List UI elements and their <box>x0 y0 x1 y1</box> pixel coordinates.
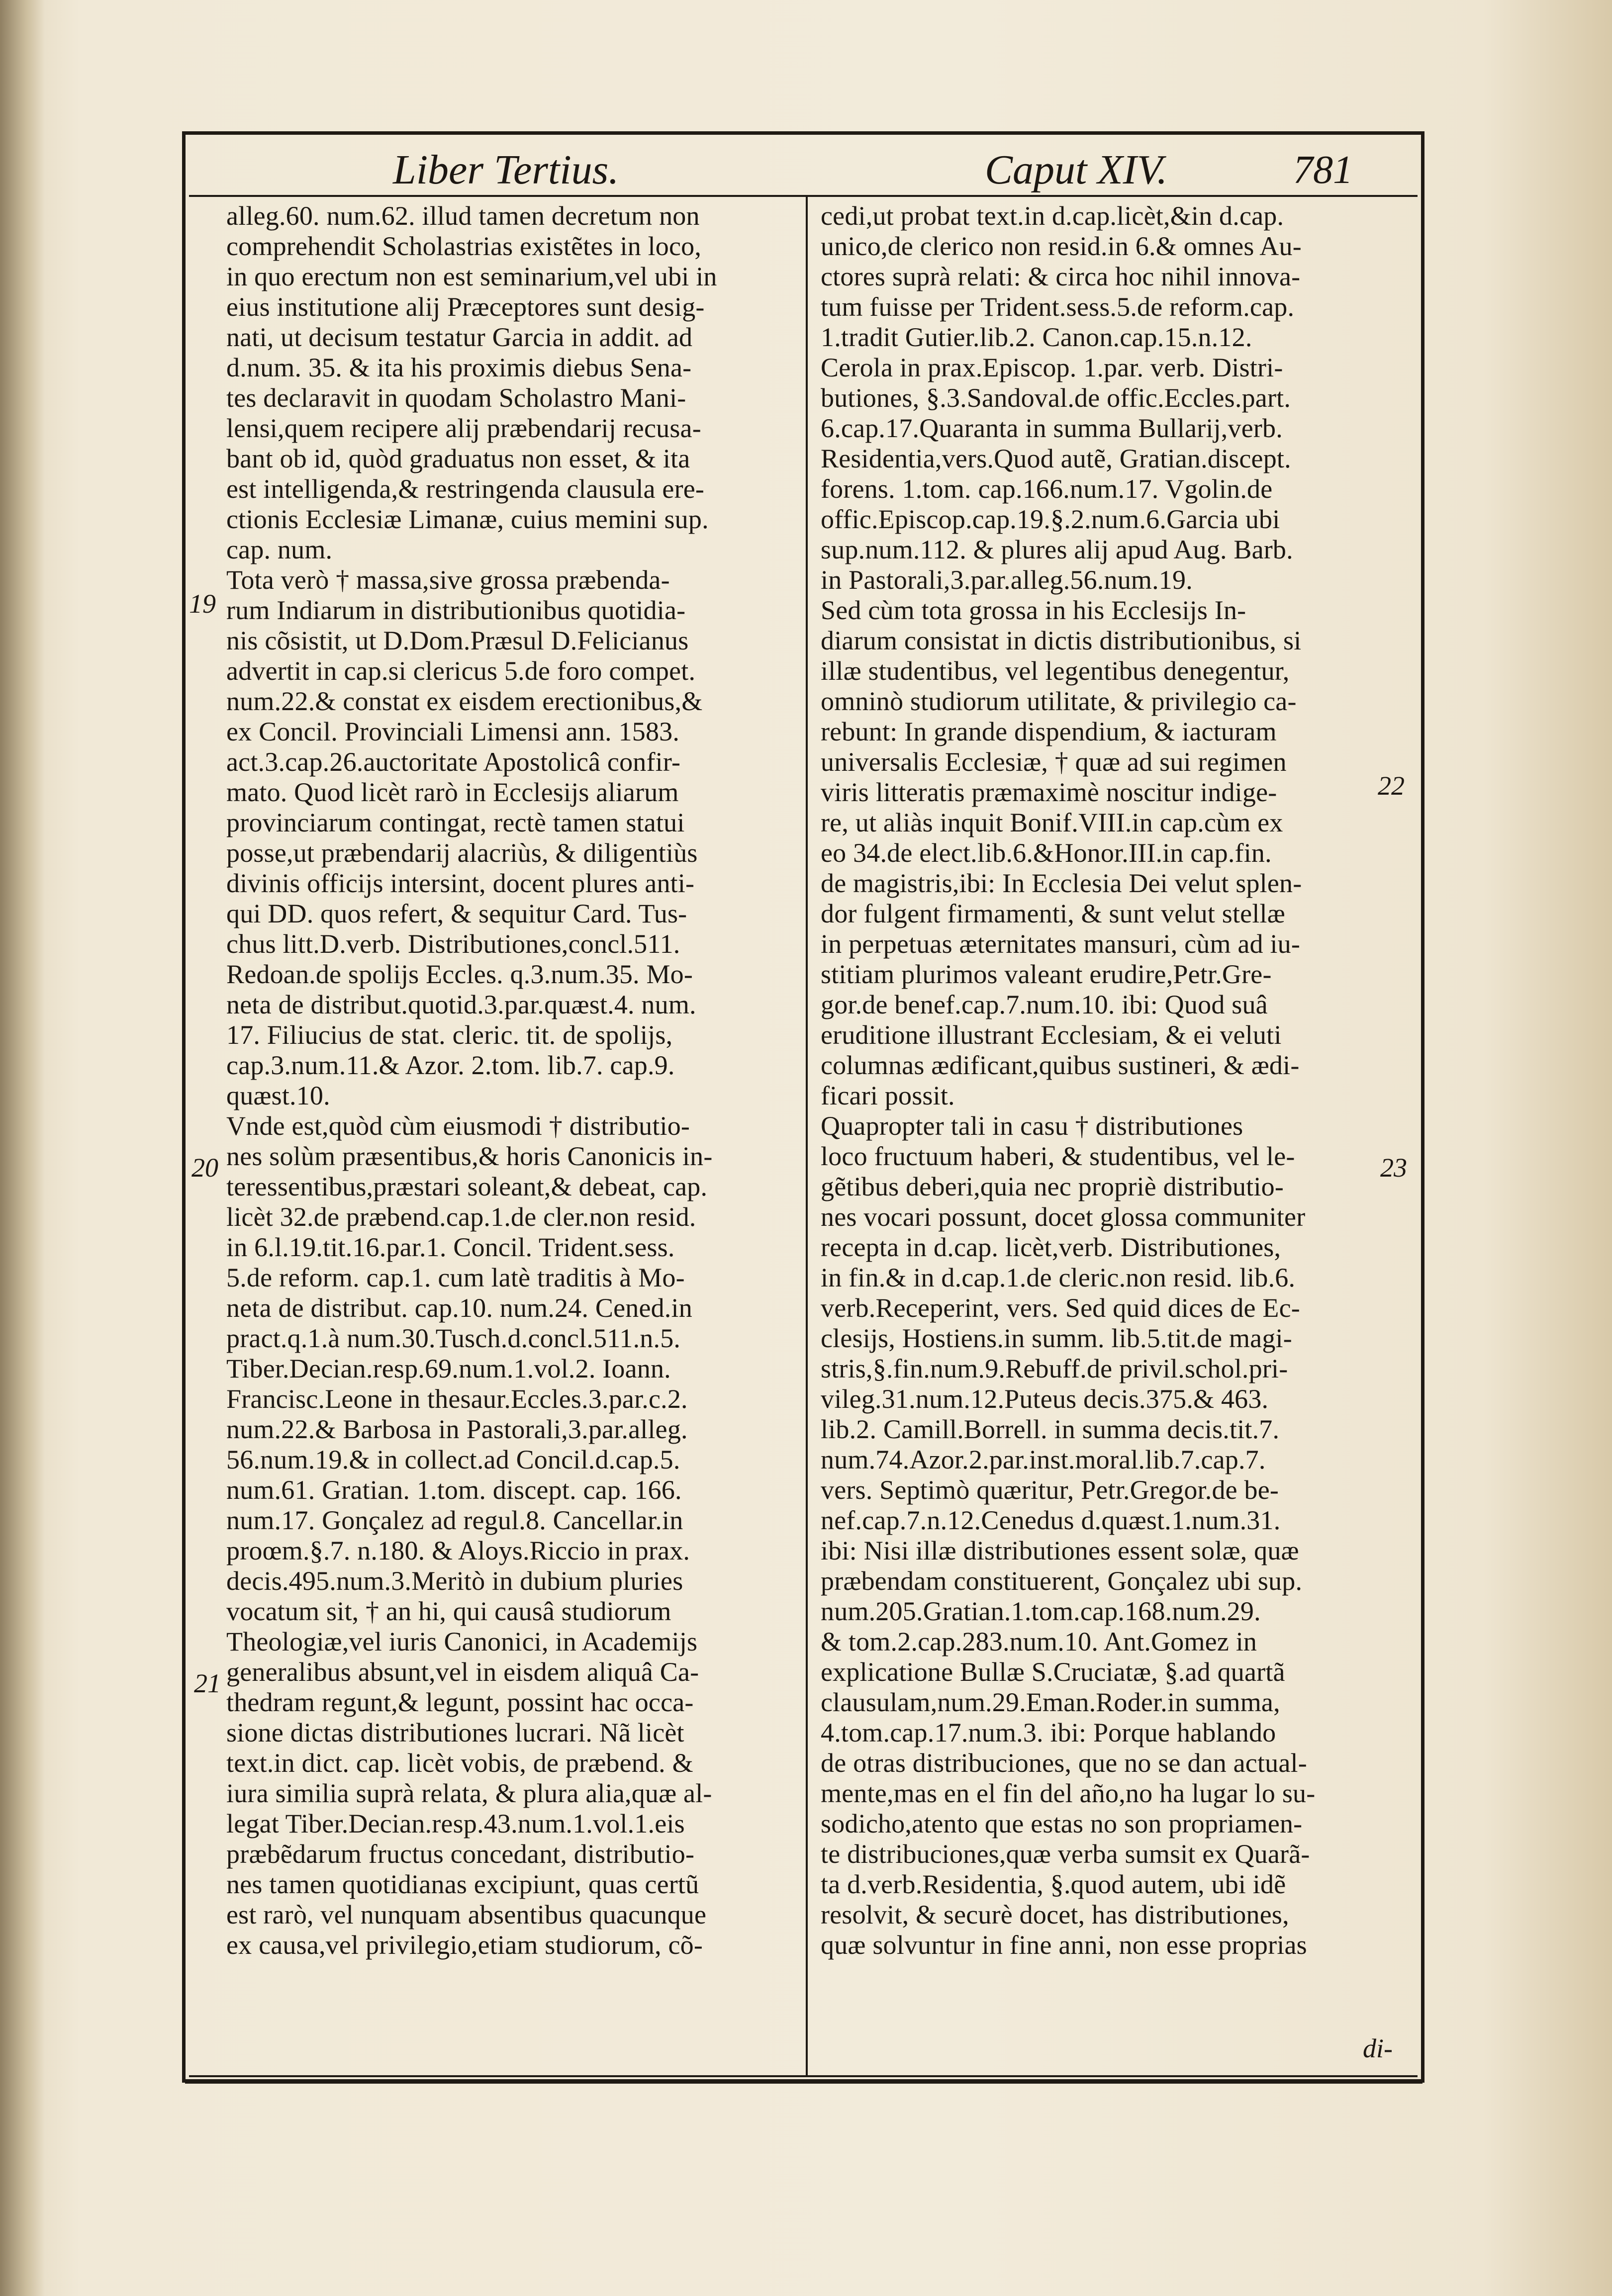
text-line: offic.Episcop.cap.19.§.2.num.6.Garcia ubi <box>821 504 1280 534</box>
text-line: cap.3.num.11.& Azor. 2.tom. lib.7. cap.9. <box>226 1050 675 1080</box>
text-line: vers. Septimò quæritur, Petr.Gregor.de be- <box>821 1475 1279 1505</box>
text-line: explicatione Bullæ S.Cruciatæ, §.ad quartã <box>821 1657 1285 1687</box>
text-line: quæst.10. <box>226 1081 330 1110</box>
text-line: licèt 32.de præbend.cap.1.de cler.non resid. <box>226 1202 696 1232</box>
text-line: clausulam,num.29.Eman.Roder.in summa, <box>821 1687 1280 1717</box>
text-line: mato. Quod licèt rarò in Ecclesijs aliarum <box>226 777 679 807</box>
text-line: act.3.cap.26.auctoritate Apostolicâ confir- <box>226 747 681 777</box>
text-line: iura similia suprà relata, & plura alia,quæ al- <box>226 1778 712 1808</box>
text-line: num.22.& Barbosa in Pastorali,3.par.alleg. <box>226 1414 688 1444</box>
text-line: rum Indiarum in distributionibus quotidia- <box>226 595 686 625</box>
text-line: re, ut aliàs inquit Bonif.VIII.in cap.cùm ex <box>821 808 1283 837</box>
text-line: mente,mas en el fin del año,no ha lugar lo su- <box>821 1778 1316 1808</box>
text-line: in 6.l.19.tit.16.par.1. Concil. Trident.sess. <box>226 1232 675 1262</box>
text-line: columnas ædificant,quibus sustineri, & ædi- <box>821 1050 1300 1080</box>
text-line: neta de distribut.quotid.3.par.quæst.4. num. <box>226 990 696 1019</box>
text-line: d.num. 35. & ita his proximis diebus Sena- <box>226 353 692 382</box>
text-line: ctionis Ecclesiæ Limanæ, cuius memini sup. <box>226 504 709 534</box>
text-line: chus litt.D.verb. Distributiones,concl.511. <box>226 929 680 959</box>
text-line: Quapropter tali in casu † distributiones <box>821 1111 1243 1141</box>
left-text-column <box>226 201 778 1960</box>
text-line: num.205.Gratian.1.tom.cap.168.num.29. <box>821 1596 1261 1626</box>
column-divider <box>806 197 808 2077</box>
page-number: 781 <box>1293 148 1353 192</box>
text-line: ex Concil. Provinciali Limensi ann. 1583. <box>226 717 680 746</box>
text-line: lib.2. Camill.Borrell. in summa decis.tit.7. <box>821 1414 1280 1444</box>
text-line: sup.num.112. & plures alij apud Aug. Barb. <box>821 535 1293 564</box>
text-line: provinciarum contingat, rectè tamen statui <box>226 808 685 837</box>
text-line: ficari possit. <box>821 1081 955 1110</box>
text-line: in quo erectum non est seminarium,vel ubi in <box>226 262 717 291</box>
text-line: est rarò, vel nunquam absentibus quacunque <box>226 1900 707 1929</box>
text-line: universalis Ecclesiæ, † quæ ad sui regimen <box>821 747 1287 777</box>
text-line: qui DD. quos refert, & sequitur Card. Tus- <box>226 899 687 928</box>
text-line: divinis officijs intersint, docent plures anti- <box>226 868 695 898</box>
text-line: & tom.2.cap.283.num.10. Ant.Gomez in <box>821 1627 1257 1656</box>
text-line: num.61. Gratian. 1.tom. discept. cap. 166. <box>226 1475 682 1505</box>
text-line: de otras distribuciones, que no se dan actual- <box>821 1748 1307 1778</box>
text-line: 17. Filiucius de stat. cleric. tit. de spolijs, <box>226 1020 673 1050</box>
text-line: Francisc.Leone in thesaur.Eccles.3.par.c.2. <box>226 1384 688 1414</box>
text-line: posse,ut præbendarij alacriùs, & diligentiùs <box>226 838 698 868</box>
text-line: in Pastorali,3.par.alleg.56.num.19. <box>821 565 1193 595</box>
text-line: loco fructuum haberi, & studentibus, vel le- <box>821 1141 1295 1171</box>
text-line: sione dictas distributiones lucrari. Nã licèt <box>226 1718 684 1747</box>
text-line: sodicho,atento que estas no son propriamen- <box>821 1809 1303 1838</box>
text-line: te distribuciones,quæ verba sumsit ex Quarã- <box>821 1839 1310 1869</box>
text-line: rebunt: In grande dispendium, & iacturam <box>821 717 1277 746</box>
text-line: nati, ut decisum testatur Garcia in addit. ad <box>226 322 693 352</box>
text-line: in fin.& in d.cap.1.de cleric.non resid. lib.6. <box>821 1263 1296 1292</box>
text-line: lensi,quem recipere alij præbendarij recusa- <box>226 413 701 443</box>
text-line: est intelligenda,& restringenda clausula ere- <box>226 474 705 504</box>
text-line: Tota verò † massa,sive grossa præbenda- <box>226 565 670 595</box>
text-line: tes declaravit in quodam Scholastro Mani- <box>226 383 686 413</box>
text-line: præbendam constituerent, Gonçalez ubi sup. <box>821 1566 1303 1596</box>
book-spine-shadow <box>0 0 45 2296</box>
text-line: ta d.verb.Residentia, §.quod autem, ubi idẽ <box>821 1869 1286 1899</box>
text-line: dor fulgent firmamenti, & sunt velut stellæ <box>821 899 1285 928</box>
text-line: 1.tradit Gutier.lib.2. Canon.cap.15.n.12. <box>821 322 1252 352</box>
catchword: di- <box>1363 2033 1393 2063</box>
text-line: ctores suprà relati: & circa hoc nihil innova- <box>821 262 1301 291</box>
text-line: Sed cùm tota grossa in his Ecclesijs In- <box>821 595 1246 625</box>
text-line: verb.Receperint, vers. Sed quid dices de Ec- <box>821 1293 1300 1323</box>
text-line: clesijs, Hostiens.in summ. lib.5.tit.de magi- <box>821 1323 1292 1353</box>
text-line: stris,§.fin.num.9.Rebuff.de privil.schol.pri- <box>821 1354 1288 1383</box>
text-line: stitiam plurimos valeant erudire,Petr.Gre- <box>821 959 1272 989</box>
text-line: advertit in cap.si clericus 5.de foro compet. <box>226 656 696 686</box>
text-line: comprehendit Scholastrias existẽtes in loco, <box>226 231 702 261</box>
text-line: neta de distribut. cap.10. num.24. Cened.in <box>226 1293 692 1323</box>
marginal-number-20: 20 <box>191 1153 218 1183</box>
text-line: vocatum sit, † an hi, qui causâ studiorum <box>226 1596 671 1626</box>
text-line: tum fuisse per Trident.sess.5.de reform.cap. <box>821 292 1295 322</box>
bottom-rule <box>185 2080 1422 2084</box>
text-line: Theologiæ,vel iuris Canonici, in Academijs <box>226 1627 698 1656</box>
text-line: nes vocari possunt, docet glossa communiter <box>821 1202 1306 1232</box>
text-line: nef.cap.7.n.12.Cenedus d.quæst.1.num.31. <box>821 1505 1281 1535</box>
text-line: de magistris,ibi: In Ecclesia Dei velut splen- <box>821 868 1302 898</box>
text-line: forens. 1.tom. cap.166.num.17. Vgolin.de <box>821 474 1273 504</box>
text-line: 4.tom.cap.17.num.3. ibi: Porque hablando <box>821 1718 1276 1747</box>
marginal-number-19: 19 <box>189 589 216 619</box>
text-line: Redoan.de spolijs Eccles. q.3.num.35. Mo- <box>226 959 693 989</box>
text-line: nes solùm præsentibus,& horis Canonicis in- <box>226 1141 713 1171</box>
text-line: nis cõsistit, ut D.Dom.Præsul D.Felicianus <box>226 626 689 655</box>
text-line: 5.de reform. cap.1. cum latè traditis à Mo- <box>226 1263 685 1292</box>
text-line: viris litteratis præmaximè noscitur indige- <box>821 777 1277 807</box>
running-head-left: Liber Tertius. <box>393 147 619 193</box>
text-line: diarum consistat in dictis distributionibus, si <box>821 626 1302 655</box>
text-line: Vnde est,quòd cùm eiusmodi † distributio- <box>226 1111 690 1141</box>
text-line: gẽtibus deberi,quia nec propriè distributio- <box>821 1172 1284 1201</box>
text-line: nes tamen quotidianas excipiunt, quas certũ <box>226 1869 699 1899</box>
text-line: Tiber.Decian.resp.69.num.1.vol.2. Ioann. <box>226 1354 671 1383</box>
text-line: ex causa,vel privilegio,etiam studiorum, cõ- <box>226 1930 703 1960</box>
text-line: illæ studentibus, vel legentibus denegentur, <box>821 656 1290 686</box>
text-line: eius institutione alij Præceptores sunt desig- <box>226 292 705 322</box>
text-line: cedi,ut probat text.in d.cap.licèt,&in d.cap. <box>821 201 1284 231</box>
text-line: teressentibus,præstari soleant,& debeat, cap. <box>226 1172 708 1201</box>
text-line: Cerola in prax.Episcop. 1.par. verb. Distri- <box>821 353 1283 382</box>
text-line: bant ob id, quòd graduatus non esset, & ita <box>226 444 690 473</box>
marginal-number-23: 23 <box>1380 1153 1407 1183</box>
text-line: pract.q.1.à num.30.Tusch.d.concl.511.n.5. <box>226 1323 681 1353</box>
text-line: omninò studiorum utilitate, & privilegio ca- <box>821 686 1297 716</box>
text-line: thedram regunt,& legunt, possint hac occa- <box>226 1687 694 1717</box>
marginal-number-21: 21 <box>194 1668 221 1698</box>
text-line: butiones, §.3.Sandoval.de offic.Eccles.part. <box>821 383 1291 413</box>
text-line: præbẽdarum fructus concedant, distributio- <box>226 1839 695 1869</box>
running-head-right: Caput XIV. <box>985 147 1168 193</box>
text-line: alleg.60. num.62. illud tamen decretum non <box>226 201 700 231</box>
text-line: num.22.& constat ex eisdem erectionibus,& <box>226 686 703 716</box>
text-line: text.in dict. cap. licèt vobis, de præbend. & <box>226 1748 693 1778</box>
text-line: 6.cap.17.Quaranta in summa Bullarij,verb. <box>821 413 1283 443</box>
text-line: proœm.§.7. n.180. & Aloys.Riccio in prax. <box>226 1536 690 1565</box>
text-line: vileg.31.num.12.Puteus decis.375.& 463. <box>821 1384 1269 1414</box>
text-line: ibi: Nisi illæ distributiones essent solæ, quæ <box>821 1536 1299 1565</box>
text-line: num.74.Azor.2.par.inst.moral.lib.7.cap.7. <box>821 1445 1266 1474</box>
text-line: in perpetuas æternitates mansuri, cùm ad iu- <box>821 929 1301 959</box>
text-line: decis.495.num.3.Meritò in dubium pluries <box>226 1566 683 1596</box>
text-line: eo 34.de elect.lib.6.&Honor.III.in cap.fin. <box>821 838 1272 868</box>
text-line: quæ solvuntur in fine anni, non esse proprias <box>821 1930 1307 1960</box>
text-line: generalibus absunt,vel in eisdem aliquâ Ca- <box>226 1657 699 1687</box>
text-line: Residentia,vers.Quod autẽ, Gratian.discept. <box>821 444 1291 473</box>
text-line: unico,de clerico non resid.in 6.& omnes Au- <box>821 231 1302 261</box>
text-line: recepta in d.cap. licèt,verb. Distributiones, <box>821 1232 1281 1262</box>
right-text-column <box>821 201 1378 1960</box>
marginal-number-22: 22 <box>1378 771 1405 801</box>
text-line: resolvit, & securè docet, has distributiones, <box>821 1900 1289 1929</box>
text-line: num.17. Gonçalez ad regul.8. Cancellar.in <box>226 1505 683 1535</box>
text-line: 56.num.19.& in collect.ad Concil.d.cap.5. <box>226 1445 680 1474</box>
text-line: cap. num. <box>226 535 333 564</box>
text-line: legat Tiber.Decian.resp.43.num.1.vol.1.eis <box>226 1809 685 1838</box>
text-line: gor.de benef.cap.7.num.10. ibi: Quod suâ <box>821 990 1268 1019</box>
text-line: eruditione illustrant Ecclesiam, & ei veluti <box>821 1020 1282 1050</box>
